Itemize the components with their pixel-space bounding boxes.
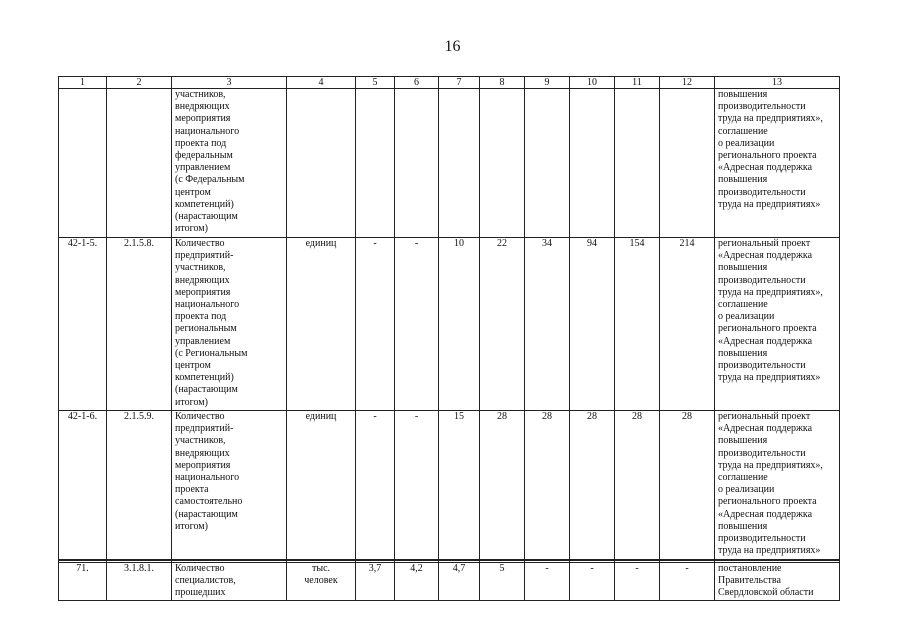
value-cell: 94	[570, 238, 615, 411]
row-number-cell	[59, 89, 107, 238]
indicator-name-cell: участников, внедряющих мероприятия национального проекта под федеральным управлением (с Федеральным центром компетенций) (нарастающим итогом)	[172, 89, 287, 238]
value-cell: 4,7	[439, 563, 480, 601]
value-cell	[395, 89, 439, 238]
header-cell: 9	[525, 77, 570, 89]
value-cell	[525, 89, 570, 238]
table-row	[59, 563, 840, 601]
row-code-cell: 2.1.5.9.	[107, 411, 172, 561]
header-cell: 5	[356, 77, 395, 89]
value-cell: 28	[570, 411, 615, 561]
header-cell: 2	[107, 77, 172, 89]
source-cell: региональный проект «Адресная поддержка повышения производительности труда на предприятиях», соглашение о реализации регионального проекта «Адресная поддержка повышения производительности труда на предприятиях»	[715, 238, 840, 411]
value-cell: -	[395, 238, 439, 411]
header-cell: 8	[480, 77, 525, 89]
indicator-name-cell: Количество специалистов, прошедших	[172, 563, 287, 601]
header-cell: 4	[287, 77, 356, 89]
value-cell	[356, 89, 395, 238]
value-cell: 28	[660, 411, 715, 561]
source-cell: постановление Правительства Свердловской области	[715, 563, 840, 601]
table-row	[59, 89, 840, 238]
value-cell: -	[660, 563, 715, 601]
value-cell: 15	[439, 411, 480, 561]
header-cell: 10	[570, 77, 615, 89]
indicator-name-cell: Количество предприятий- участников, внедряющих мероприятия национального проекта под региональным управлением (с Региональным центром компетенций) (нарастающим итогом)	[172, 238, 287, 411]
value-cell	[439, 89, 480, 238]
value-cell: 214	[660, 238, 715, 411]
row-number-cell: 42-1-6.	[59, 411, 107, 561]
indicator-name-cell: Количество предприятий- участников, внедряющих мероприятия национального проекта самостоятельно (нарастающим итогом)	[172, 411, 287, 561]
value-cell: 28	[615, 411, 660, 561]
table-header-row	[59, 77, 840, 89]
source-cell: повышения производительности труда на предприятиях», соглашение о реализации регионального проекта «Адресная поддержка повышения производительности труда на предприятиях»	[715, 89, 840, 238]
row-code-cell	[107, 89, 172, 238]
value-cell: -	[615, 563, 660, 601]
value-cell: -	[570, 563, 615, 601]
value-cell: 28	[480, 411, 525, 561]
value-cell: -	[395, 411, 439, 561]
value-cell: 5	[480, 563, 525, 601]
value-cell	[660, 89, 715, 238]
value-cell: 22	[480, 238, 525, 411]
unit-cell: тыс. человек	[287, 563, 356, 601]
value-cell: 10	[439, 238, 480, 411]
header-cell: 1	[59, 77, 107, 89]
header-cell: 12	[660, 77, 715, 89]
header-cell: 6	[395, 77, 439, 89]
source-cell: региональный проект «Адресная поддержка повышения производительности труда на предприятиях», соглашение о реализации регионального проекта «Адресная поддержка повышения производительности труда на предприятиях»	[715, 411, 840, 561]
header-cell: 11	[615, 77, 660, 89]
unit-cell	[287, 89, 356, 238]
value-cell	[480, 89, 525, 238]
header-cell: 13	[715, 77, 840, 89]
header-cell: 7	[439, 77, 480, 89]
value-cell: -	[356, 238, 395, 411]
table-row	[59, 238, 840, 411]
unit-cell: единиц	[287, 411, 356, 561]
indicators-table	[58, 76, 840, 601]
value-cell: 154	[615, 238, 660, 411]
value-cell: 34	[525, 238, 570, 411]
unit-cell: единиц	[287, 238, 356, 411]
value-cell	[570, 89, 615, 238]
row-number-cell: 71.	[59, 563, 107, 601]
header-cell: 3	[172, 77, 287, 89]
page-number: 16	[444, 38, 461, 55]
value-cell: 3,7	[356, 563, 395, 601]
value-cell	[615, 89, 660, 238]
row-number-cell: 42-1-5.	[59, 238, 107, 411]
row-code-cell: 2.1.5.8.	[107, 238, 172, 411]
value-cell: -	[525, 563, 570, 601]
row-code-cell: 3.1.8.1.	[107, 563, 172, 601]
value-cell: 28	[525, 411, 570, 561]
value-cell: 4,2	[395, 563, 439, 601]
value-cell: -	[356, 411, 395, 561]
table-row	[59, 411, 840, 561]
